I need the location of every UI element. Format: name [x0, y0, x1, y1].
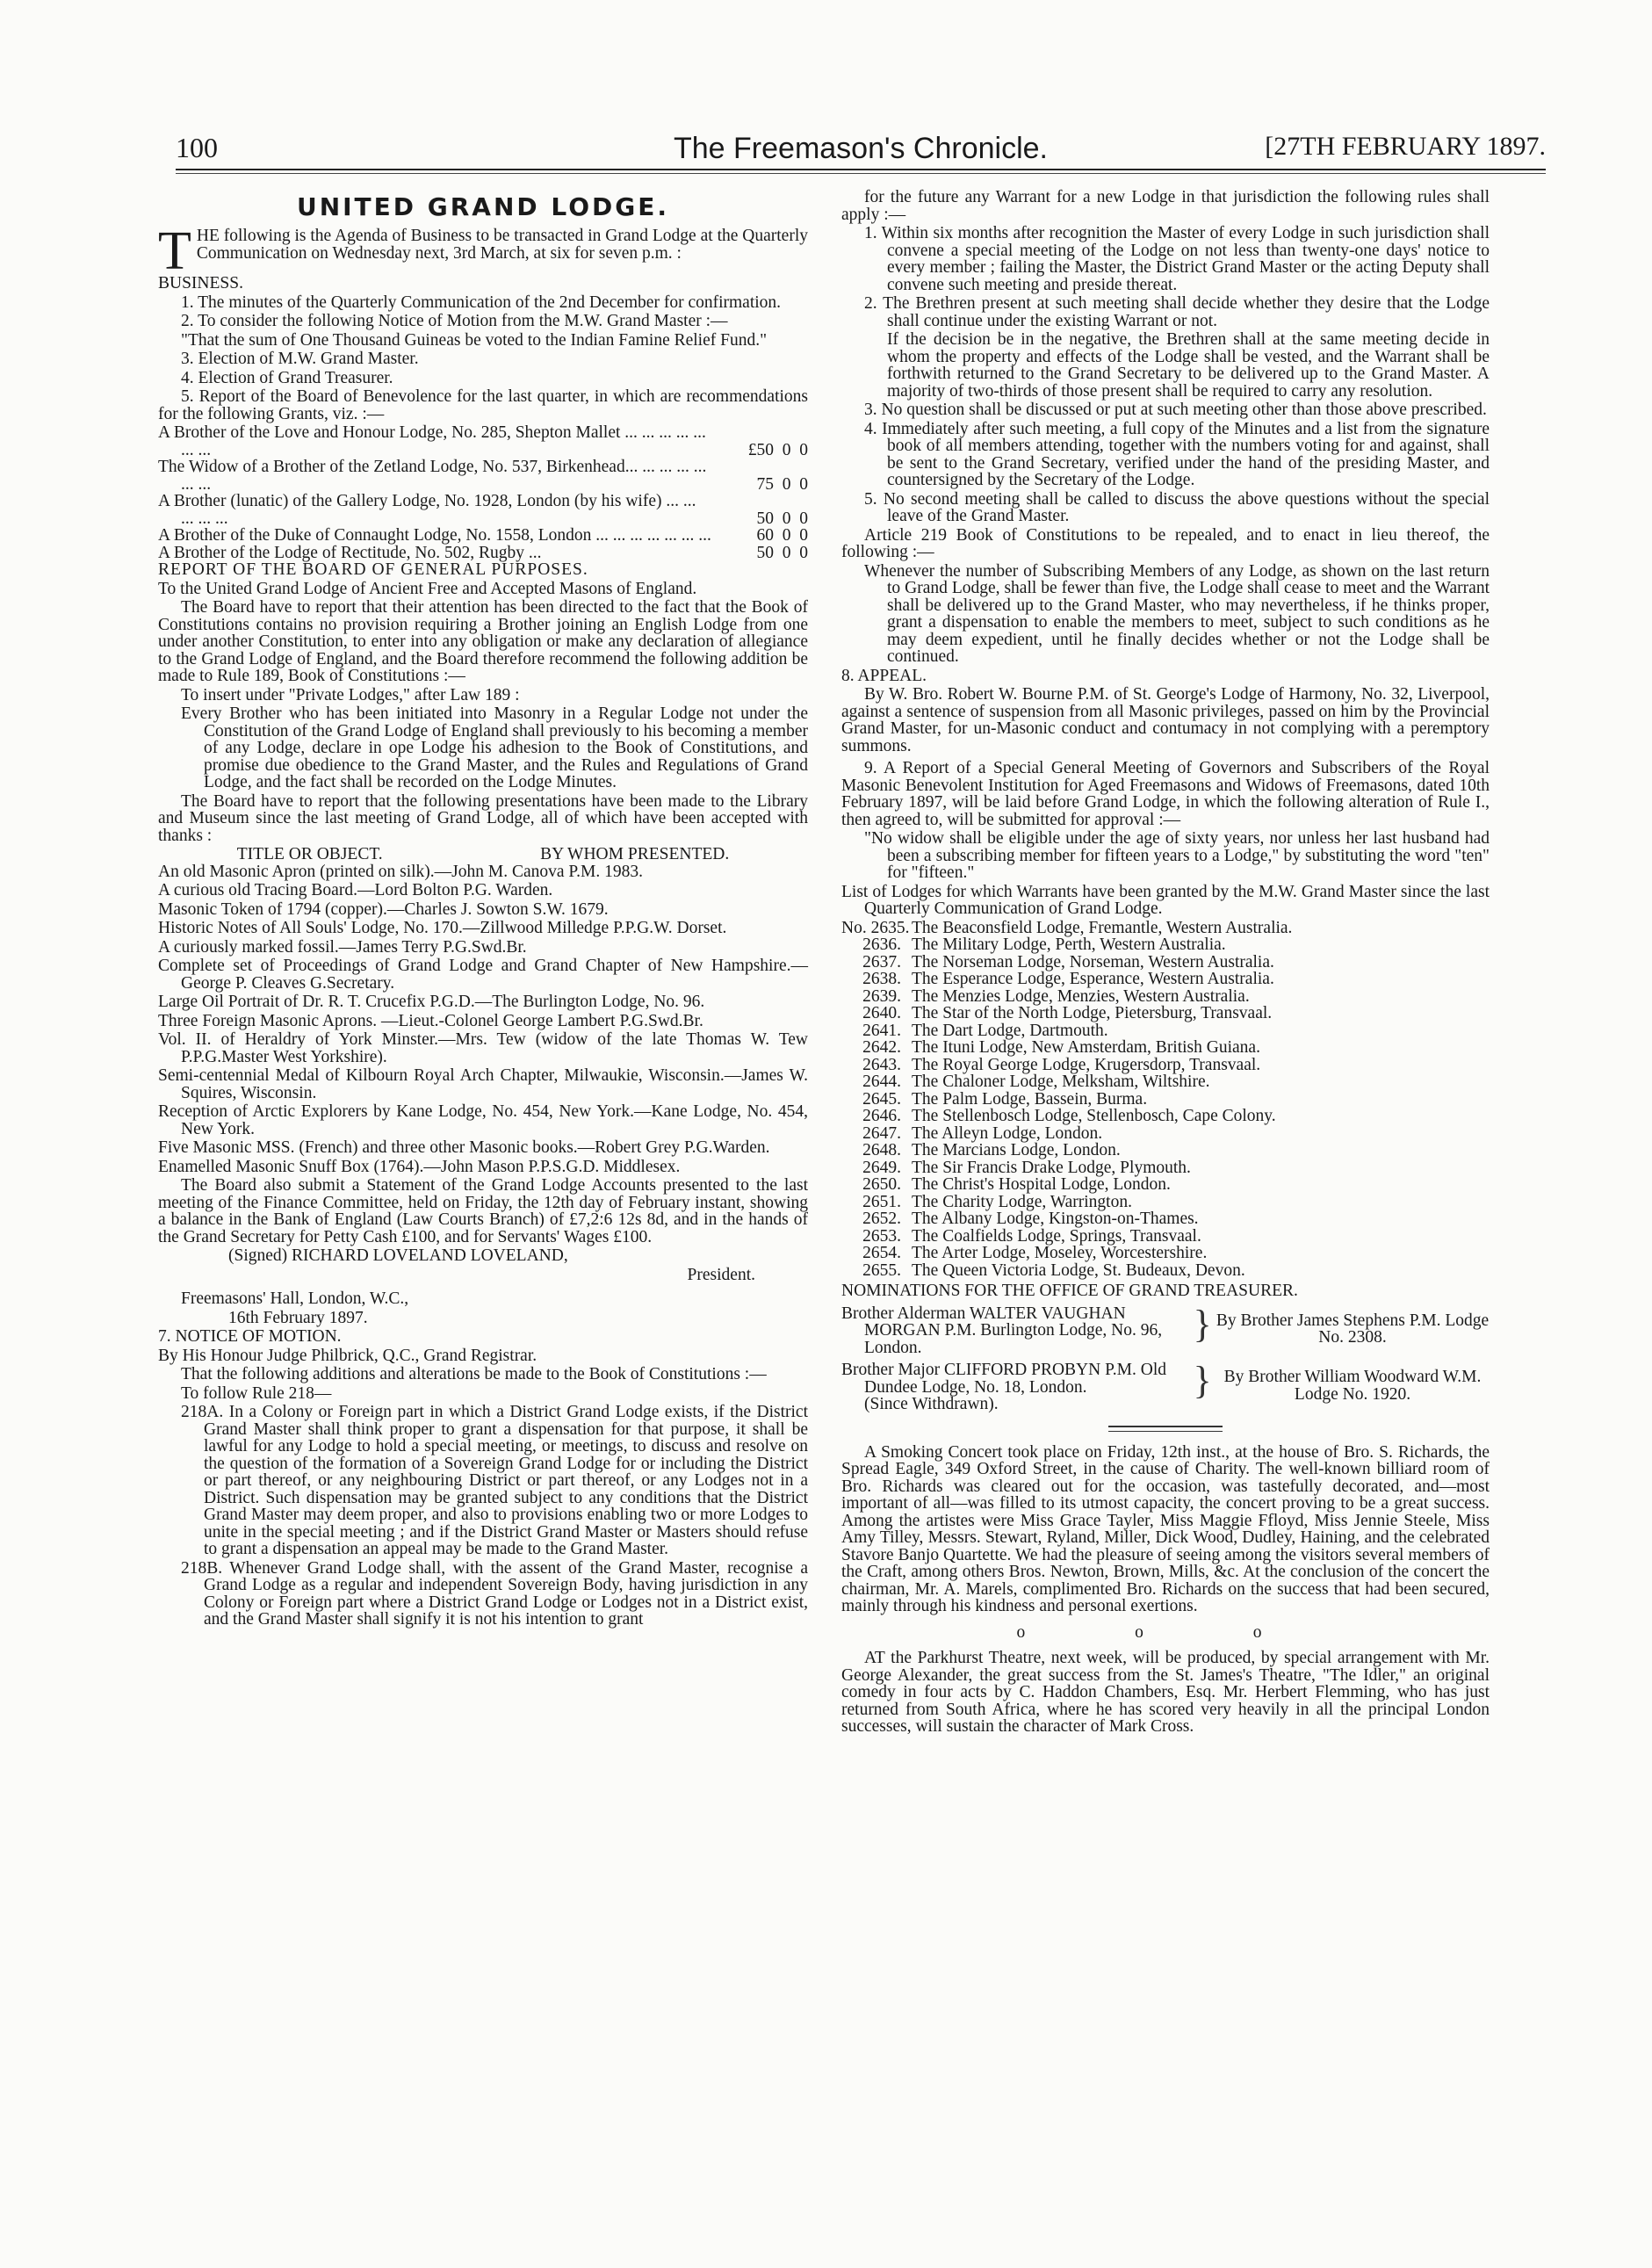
- lodge-name: The Alleyn Lodge, London.: [912, 1123, 1103, 1143]
- grant-amount: 50 0 0: [756, 543, 808, 562]
- presentation-item: Complete set of Proceedings of Grand Lodge and Grand Chapter of New Hampshire.—George P. Cleaves G.Secretary.: [158, 957, 808, 993]
- presentation-item: Reception of Arctic Explorers by Kane Lodge, No. 454, New York.—Kane Lodge, No. 454, New York.: [158, 1102, 808, 1138]
- lodge-row: [841, 1022, 1490, 1040]
- lodge-name: The Marcians Lodge, London.: [912, 1141, 1121, 1159]
- ornament-divider: o o o: [1016, 1622, 1315, 1642]
- lodge-number: 2650.: [862, 1175, 901, 1194]
- lodge-row: [841, 1228, 1490, 1246]
- presentation-item: Three Foreign Masonic Aprons. —Lieut.-Colonel George Lambert P.G.Swd.Br.: [158, 1011, 703, 1030]
- notice-author: By His Honour Judge Philbrick, Q.C., Grand Registrar.: [158, 1346, 537, 1365]
- section-divider-thin: [1108, 1431, 1223, 1432]
- grant-row: [158, 527, 808, 545]
- lodge-row: [841, 1073, 1490, 1091]
- intro-text: HE following is the Agenda of Business to be transacted in Grand Lodge at the Quarterly Communication on Wednesday next, 3rd March, at six for seven p.m. :: [196, 227, 808, 263]
- agenda-item-5: 5. Report of the Board of Benevolence for the last quarter, in which are recommendations for the following Grants, viz. :—: [158, 387, 808, 423]
- agenda-item-9: 9. A Report of a Special General Meeting of Governors and Subscribers of the Royal Masonic Benevolent Institution for Aged Freemasons and Widows of Freemasons, dated 10th February 1897, will be laid before Grand Lodge, in which the following alteration of Rule I., then agreed to, will be submitted for approval :—: [841, 759, 1490, 829]
- presentations-column-heads: [158, 846, 808, 863]
- lodge-row: [841, 1108, 1490, 1125]
- lodge-row: [841, 988, 1490, 1006]
- lodges-list-intro: List of Lodges for which Warrants have been granted by the M.W. Grand Master since the last Quarterly Communication of Grand Lodge.: [841, 882, 1490, 918]
- agenda-item-4: 4. Election of Grand Treasurer.: [181, 368, 393, 387]
- issue-date: [27TH FEBRUARY 1897.: [1265, 132, 1546, 161]
- agenda-item-1: 1. The minutes of the Quarterly Communication of the 2nd December for confirmation.: [181, 293, 782, 312]
- lodge-number: 2638.: [862, 970, 901, 988]
- lodge-number: 2642.: [862, 1038, 901, 1057]
- widow-quote: "No widow shall be eligible under the age of sixty years, nor unless her last husband had been a subscribing member for fifteen years to a Lodge," by substituting the word "ten" for "fifteen.": [864, 829, 1490, 882]
- brace-icon: }: [1193, 1359, 1212, 1402]
- report-location: Freemasons' Hall, London, W.C.,: [181, 1289, 409, 1308]
- lodge-row: [841, 1194, 1490, 1211]
- appeal-heading: 8. APPEAL.: [841, 666, 927, 685]
- smoking-concert-article: A Smoking Concert took place on Friday, 12th inst., at the house of Bro. S. Richards, the Spread Eagle, 349 Oxford Street, in the cause of Charity. The well-known billiard room of Bro. Richards was cleared out for the occasion, was tastefully decorated, and—most important of all—was filled to its utmost capacity, the concert proving to be a great success. Among the artistes were Miss Grace Tayler, Miss Maggie Ffloyd, Miss Jennie Steele, Miss Amy Tilley, Messrs. Stewart, Ryland, Miller, Dick Wood, Dudley, Haining, and the celebrated Stavore Banjo Quartette. We had the pleasure of seeing among the visitors several members of the Craft, among others Bros. Newton, Brown, Mills, &c. At the conclusion of the concert the chairman, Mr. A. Marels, complimented Bro. Richards on the success that had been secured, mainly through his kindness and personal exertions.: [841, 1442, 1490, 1615]
- header-rule-thin: [176, 173, 1546, 174]
- grant-text: A Brother of the Duke of Connaught Lodge, No. 1558, London ... ... ... ... ... ... ...: [158, 526, 711, 545]
- agenda-item-3: 3. Election of M.W. Grand Master.: [181, 350, 419, 368]
- lodge-number: No. 2635.: [841, 918, 910, 937]
- report-paragraph-1: The Board have to report that their attention has been directed to the fact that the Book of Constitutions contains no provision requiring a Brother joining an English Lodge from one under another Constitution, to enter into any obligation or make any declaration of allegiance to the Grand Lodge of England, and the Board therefore recommend the following addition be made to Rule 189, Book of Constitutions :—: [158, 598, 808, 685]
- lodge-row: [841, 1057, 1490, 1074]
- grant-amount: 75 0 0: [756, 474, 808, 494]
- lodge-number: 2640.: [862, 1004, 901, 1022]
- grants-list: [158, 424, 808, 561]
- continued-text: for the future any Warrant for a new Lodge in that jurisdiction the following rules shall apply :—: [841, 188, 1490, 224]
- grant-amount: £50 0 0: [747, 440, 808, 459]
- rule-218a: 218A. In a Colony or Foreign part in which a District Grand Lodge exists, if the District Grand Master shall think proper to grant a dispensation for that purpose, it shall be lawful for any Lodge to hold a special meeting, or meetings, to discuss and resolve on the question of the formation of a Sovereign Grand Lodge for or including the District or part thereof, or any neighbouring District or part thereof, or any Lodges not in a District. Such dispensation may be granted subject to any conditions that the District Grand Master may deem proper, and also to provisions enabling two or more Lodges to unite in the special meeting ; and if the District Grand Master or Masters should refuse to grant a dispensation an appeal may be made to the Grand Master.: [181, 1403, 808, 1558]
- report-date: 16th February 1897.: [228, 1308, 368, 1327]
- rule-5: 5. No second meeting shall be called to discuss the above questions without the special leave of the Grand Master.: [864, 489, 1490, 525]
- lodge-row: [841, 954, 1490, 971]
- lodge-name: The Royal George Lodge, Krugersdorp, Transvaal.: [912, 1055, 1261, 1074]
- presentations-list: [158, 863, 808, 1176]
- presentation-item: Five Masonic MSS. (French) and three other Masonic books.—Robert Grey P.G.Warden.: [158, 1138, 770, 1157]
- signature-line: (Signed) RICHARD LOVELAND LOVELAND,: [228, 1246, 568, 1265]
- lodge-number: 2636.: [862, 935, 901, 954]
- rule-218b: 218B. Whenever Grand Lodge shall, with the assent of the Grand Master, recognise a Grand Lodge as a regular and independent Sovereign Body, having jurisdiction in any Colony or Foreign part where a District Grand Lodge or Lodges not in a District exist, and the Grand Master shall signify it is not his intention to grant: [181, 1558, 808, 1629]
- rule-2: 2. The Brethren present at such meeting shall decide whether they desire that the Lodge shall continue under the existing Warrant or not.: [864, 294, 1490, 330]
- presentation-item: A curiously marked fossil.—James Terry P.G.Swd.Br.: [158, 937, 527, 957]
- lodge-name: The Esperance Lodge, Esperance, Western Australia.: [912, 970, 1274, 988]
- section-divider: [1108, 1426, 1223, 1427]
- lodge-row: [841, 971, 1490, 988]
- presentation-item: Semi-centennial Medal of Kilbourn Royal Arch Chapter, Milwaukie, Wisconsin.—James W. Squires, Wisconsin.: [158, 1066, 808, 1102]
- nomination-1: [841, 1302, 1490, 1357]
- appeal-text: By W. Bro. Robert W. Bourne P.M. of St. George's Lodge of Harmony, No. 32, Liverpool, against a sentence of suspension from all Masonic privileges, passed on him by the Provincial Grand Master, for un-Masonic conduct and contumacy in not complying with a peremptory summons.: [841, 685, 1490, 755]
- lodge-number: 2646.: [862, 1107, 901, 1125]
- lodge-name: The Arter Lodge, Moseley, Worcestershire.: [912, 1244, 1208, 1262]
- lodge-row: [841, 1039, 1490, 1057]
- grant-row: [158, 545, 808, 562]
- lodge-row: [841, 1159, 1490, 1177]
- presenter-column-head: BY WHOM PRESENTED.: [540, 845, 730, 863]
- motion-quote: "That the sum of One Thousand Guineas be voted to the Indian Famine Relief Fund.": [181, 330, 768, 350]
- title-column-head: TITLE OR OBJECT.: [236, 845, 383, 863]
- nomination-2: [841, 1359, 1490, 1413]
- lodge-number: 2655.: [862, 1260, 901, 1280]
- lodge-name: The Albany Lodge, Kingston-on-Thames.: [912, 1210, 1199, 1228]
- masthead-title: The Freemason's Chronicle.: [674, 132, 1048, 165]
- lodge-row: [841, 1091, 1490, 1109]
- report-addressee: To the United Grand Lodge of Ancient Free and Accepted Masons of England.: [158, 579, 697, 598]
- nominee-2-note: (Since Withdrawn).: [864, 1395, 999, 1413]
- lodge-name: The Beaconsfield Lodge, Fremantle, Western Australia.: [912, 918, 1293, 937]
- insert-instruction: To insert under "Private Lodges," after Law 189 :: [181, 685, 520, 704]
- lodge-number: 2639.: [862, 986, 901, 1006]
- grant-row: [158, 424, 808, 459]
- right-column: [841, 189, 1490, 1737]
- lodge-row: [841, 1245, 1490, 1262]
- lodge-row: [841, 920, 1490, 937]
- presentation-item: Enamelled Masonic Snuff Box (1764).—John Mason P.P.S.G.D. Middlesex.: [158, 1157, 681, 1176]
- lodge-name: The Christ's Hospital Lodge, London.: [912, 1175, 1171, 1194]
- lodge-number: 2652.: [862, 1210, 901, 1228]
- brace-icon: }: [1193, 1302, 1212, 1346]
- grant-text: A Brother of the Love and Honour Lodge, No. 285, Shepton Mallet ... ... ... ... ... ... ...: [158, 423, 706, 459]
- lodge-number: 2651.: [862, 1192, 901, 1211]
- left-column: [158, 189, 808, 1630]
- lodge-number: 2641.: [862, 1021, 901, 1040]
- drop-cap: T: [158, 221, 191, 281]
- nominator-1: By Brother James Stephens P.M. Lodge No. 2308.: [1216, 1311, 1490, 1347]
- lodge-name: The Stellenbosch Lodge, Stellenbosch, Cape Colony.: [912, 1107, 1276, 1125]
- lodge-row: [841, 1210, 1490, 1228]
- lodge-name: The Norseman Lodge, Norseman, Western Australia.: [912, 952, 1274, 971]
- lodge-name: The Military Lodge, Perth, Western Australia.: [912, 935, 1226, 954]
- article-heading: UNITED GRAND LODGE.: [296, 192, 670, 221]
- lodge-name: The Star of the North Lodge, Pietersburg, Transvaal.: [912, 1004, 1273, 1022]
- whenever-clause: Whenever the number of Subscribing Members of any Lodge, as shown on the last return to Grand Lodge, shall be fewer than five, the Lodge shall cease to meet and the Warrant shall be delivered up to the Grand Master, who may nevertheless, if he thinks proper, grant a dispensation to enable the members to meet, subject to such conditions as he may deem expedient, until he finally decides whether or not the Lodge shall be continued.: [864, 561, 1490, 666]
- lodge-name: The Queen Victoria Lodge, St. Budeaux, Devon.: [912, 1260, 1245, 1280]
- lodge-number: 2643.: [862, 1055, 901, 1074]
- agenda-item-2: 2. To consider the following Notice of Motion from the M.W. Grand Master :—: [181, 312, 728, 330]
- lodge-row: [841, 1125, 1490, 1143]
- lodge-row: [841, 936, 1490, 954]
- lodge-name: The Palm Lodge, Bassein, Burma.: [912, 1089, 1148, 1109]
- lodge-name: The Ituni Lodge, New Amsterdam, British Guiana.: [912, 1038, 1260, 1057]
- grant-amount: 50 0 0: [756, 509, 808, 528]
- notice-heading: 7. NOTICE OF MOTION.: [158, 1327, 342, 1346]
- lodge-number: 2637.: [862, 952, 901, 971]
- lodges-list: [841, 920, 1490, 1280]
- report-heading: REPORT OF THE BOARD OF GENERAL PURPOSES.: [158, 560, 588, 579]
- lodge-number: 2653.: [862, 1226, 901, 1246]
- grant-amount: 60 0 0: [756, 526, 808, 545]
- lodge-name: The Dart Lodge, Dartmouth.: [912, 1021, 1108, 1040]
- presentation-item: Large Oil Portrait of Dr. R. T. Crucefix P.G.D.—The Burlington Lodge, No. 96.: [158, 993, 705, 1011]
- grant-row: [158, 493, 808, 527]
- lodge-name: The Coalfields Lodge, Springs, Transvaal.: [912, 1226, 1201, 1246]
- lodge-row: [841, 1262, 1490, 1280]
- lodge-number: 2648.: [862, 1141, 901, 1159]
- lodge-row: [841, 1005, 1490, 1022]
- lodge-number: 2644.: [862, 1073, 901, 1091]
- grant-text: A Brother of the Lodge of Rectitude, No. 502, Rugby ...: [158, 543, 542, 562]
- presentation-item: An old Masonic Apron (printed on silk).—John M. Canova P.M. 1983.: [158, 862, 643, 881]
- presentation-item: Masonic Token of 1794 (copper).—Charles J. Sowton S.W. 1679.: [158, 899, 609, 919]
- business-heading: BUSINESS.: [158, 274, 243, 293]
- grant-row: [158, 459, 808, 493]
- lodge-number: 2649.: [862, 1158, 901, 1177]
- signature-title: President.: [687, 1265, 755, 1284]
- header-rule: [176, 169, 1546, 170]
- nominator-2: By Brother William Woodward W.M. Lodge No. 1920.: [1223, 1368, 1482, 1404]
- notice-intro: That the following additions and alterations be made to the Book of Constitutions :—: [181, 1365, 767, 1383]
- lodge-row: [841, 1142, 1490, 1159]
- rule-4: 4. Immediately after such meeting, a full copy of the Minutes and a list from the signature book of all members attending, together with the numbers voting for and against, shall be sent to the Grand Secretary, verified under the hand of the presiding Master, and countersigned by the Secretary of the Lodge.: [864, 419, 1490, 489]
- report-paragraph-3: The Board also submit a Statement of the Grand Lodge Accounts presented to the last meeting of the Finance Committee, held on Friday, the 12th day of February instant, showing a balance in the Bank of England (Law Courts Branch) of £7,2:6 12s 8d, and in the hands of the Grand Secretary for Petty Cash £100, and for Servants' Wages £100.: [158, 1176, 808, 1246]
- lodge-name: The Charity Lodge, Warrington.: [912, 1192, 1132, 1211]
- lodge-name: The Sir Francis Drake Lodge, Plymouth.: [912, 1158, 1191, 1177]
- insert-text: Every Brother who has been initiated into Masonry in a Regular Lodge not under the Constitution of the Grand Lodge of England shall previously to his becoming a member of any Lodge, declare in ope Lodge his adhesion to the Book of Constitutions, and promise due obedience to the Grand Master, and the Rules and Regulations of Grand Lodge, and the fact shall be recorded on the Lodge Minutes.: [181, 704, 808, 791]
- grant-text: The Widow of a Brother of the Zetland Lodge, No. 537, Birkenhead... ... ... ... ... ... ...: [158, 458, 707, 494]
- nominee-2-text: Brother Major CLIFFORD PROBYN P.M. Old Dundee Lodge, No. 18, London.: [841, 1361, 1166, 1397]
- lodge-row: [841, 1176, 1490, 1194]
- page-number: 100: [176, 132, 218, 163]
- follow-rule-line: To follow Rule 218—: [181, 1383, 332, 1403]
- presentation-item: Historic Notes of All Souls' Lodge, No. 170.—Zillwood Milledge P.P.G.W. Dorset.: [158, 919, 727, 937]
- parkhurst-theatre-article: AT the Parkhurst Theatre, next week, will be produced, by special arrangement with Mr. George Alexander, the great success from the St. James's Theatre, "The Idler," an original comedy in four acts by C. Haddon Chambers, Esq. Mr. Herbert Flemming, who has just returned from South Africa, where he has scored very heavily in all the principal London successes, will sustain the character of Mark Cross.: [841, 1649, 1490, 1736]
- article-219: Article 219 Book of Constitutions to be repealed, and to enact in lieu thereof, the following :—: [841, 525, 1490, 561]
- lodge-number: 2654.: [862, 1244, 901, 1262]
- presentation-item: Vol. II. of Heraldry of York Minster.—Mrs. Tew (widow of the late Thomas W. Tew P.P.G.Master West Yorkshire).: [158, 1030, 808, 1066]
- grant-text: A Brother (lunatic) of the Gallery Lodge, No. 1928, London (by his wife) ... ... ... ... ...: [158, 492, 696, 528]
- presentation-item: A curious old Tracing Board.—Lord Bolton P.G. Warden.: [158, 881, 553, 899]
- page-header: [176, 132, 1546, 167]
- nominee-1: Brother Alderman WALTER VAUGHAN MORGAN P.M. Burlington Lodge, No. 96, London.: [841, 1304, 1163, 1357]
- rule-2-continued: If the decision be in the negative, the Brethren shall at the same meeting decide in whom the property and effects of the Lodge shall be vested, and the Warrant shall be forthwith returned to the Grand Secretary to be delivered up to the Grand Master. A majority of two-thirds of those present shall be required to carry any resolution.: [887, 330, 1490, 401]
- intro-paragraph: [158, 221, 808, 281]
- rule-3: 3. No question shall be discussed or put at such meeting other than those above prescribed.: [864, 401, 1487, 419]
- lodge-name: The Chaloner Lodge, Melksham, Wiltshire.: [912, 1073, 1210, 1091]
- rule-1: 1. Within six months after recognition the Master of every Lodge in such jurisdiction shall convene a special meeting of the Lodge on not less than twenty-one days' notice to every member ; failing the Master, the District Grand Master or the acting Deputy shall convene such meeting and preside thereat.: [864, 224, 1490, 294]
- nominations-heading: NOMINATIONS FOR THE OFFICE OF GRAND TREASURER.: [841, 1282, 1298, 1300]
- lodge-number: 2645.: [862, 1089, 901, 1109]
- lodge-number: 2647.: [862, 1123, 901, 1143]
- nominee-2: [841, 1362, 1189, 1413]
- lodge-name: The Menzies Lodge, Menzies, Western Australia.: [912, 986, 1250, 1006]
- report-paragraph-2: The Board have to report that the following presentations have been made to the Library and Museum since the last meeting of Grand Lodge, all of which have been accepted with thanks :: [158, 791, 808, 845]
